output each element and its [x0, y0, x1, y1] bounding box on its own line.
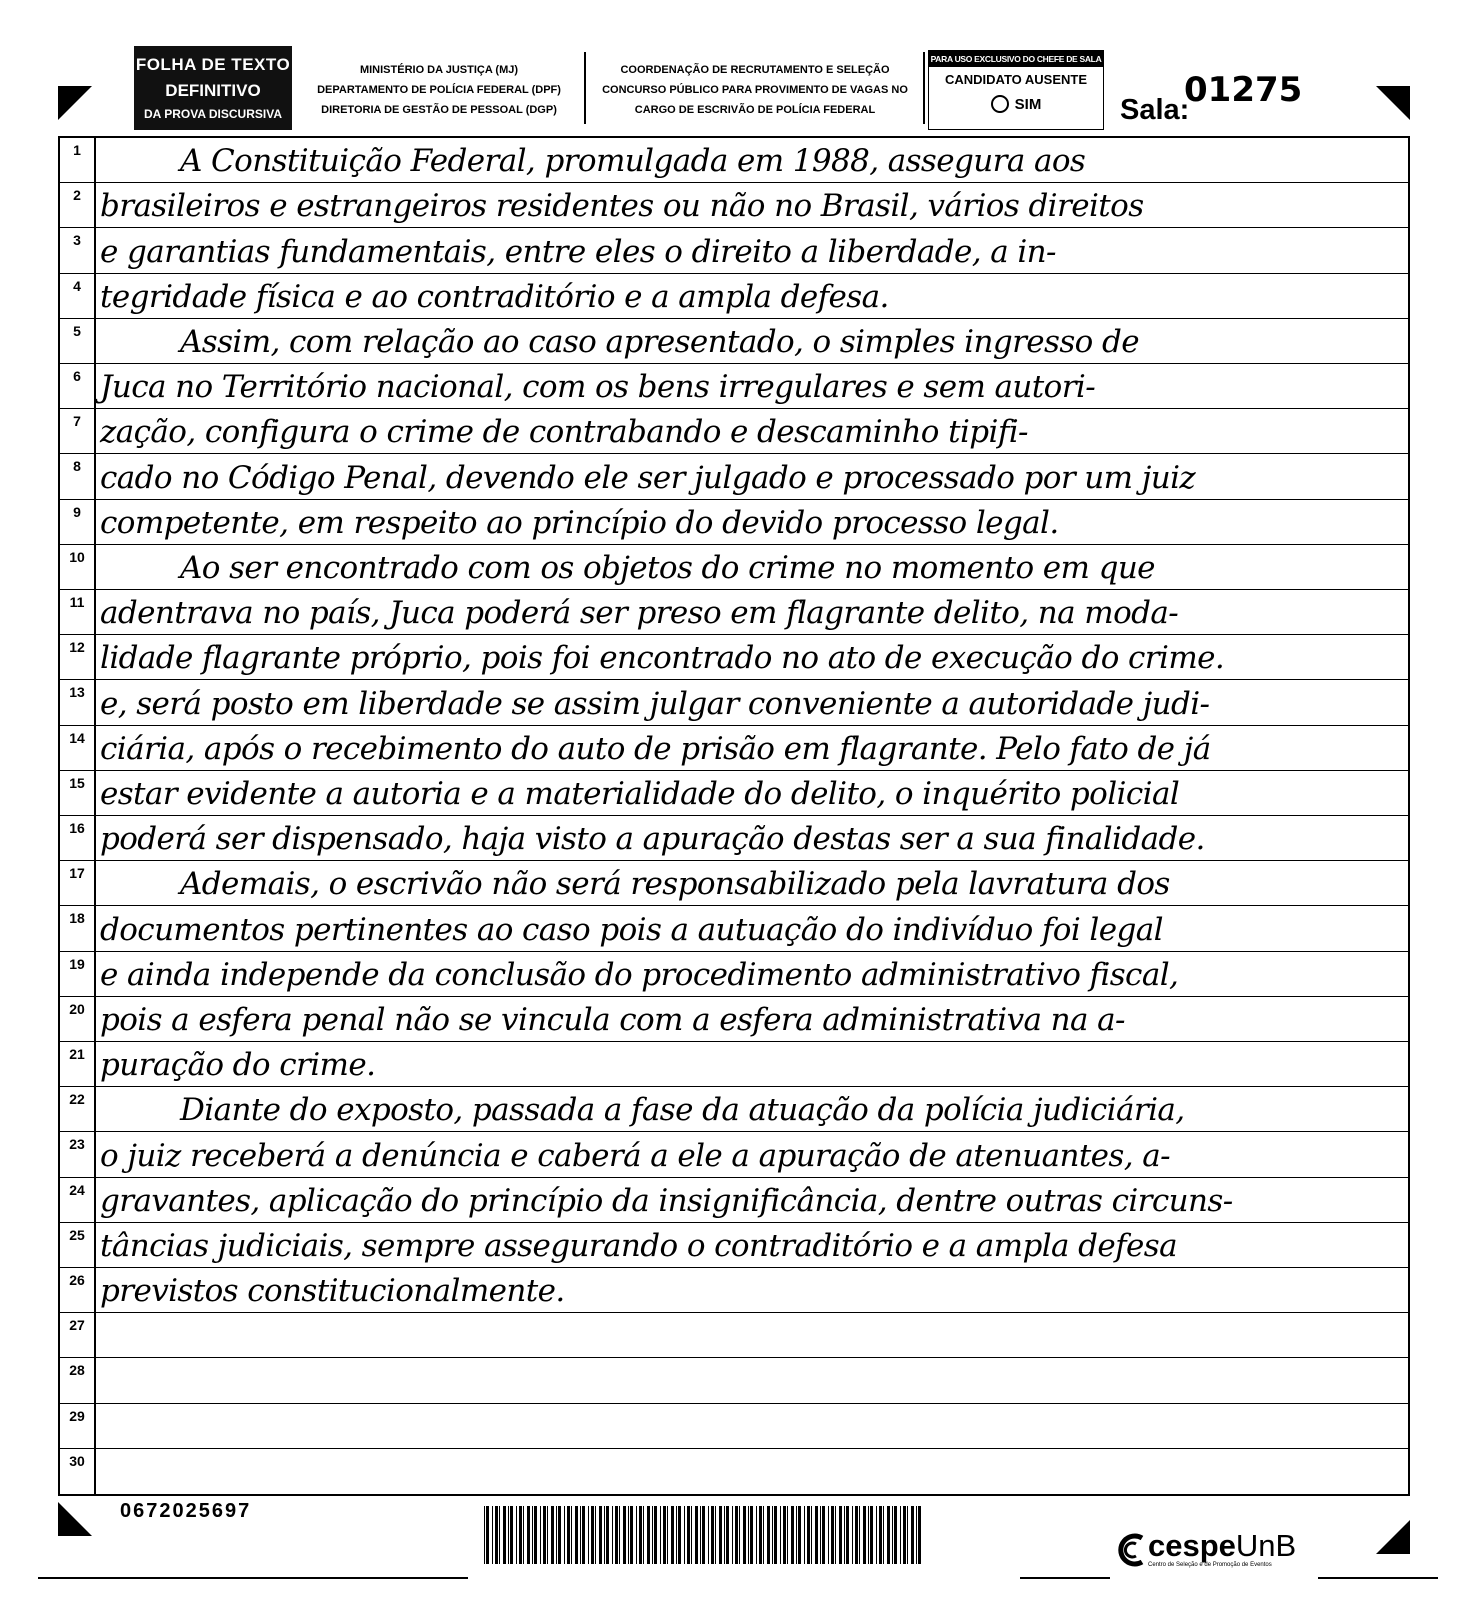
barcode-bar [796, 1506, 797, 1564]
answer-line [60, 1268, 1408, 1313]
absent-checkbox-circle[interactable] [991, 95, 1009, 113]
barcode-bar [567, 1506, 570, 1564]
logo-subtitle: Centro de Seleção e de Promoção de Eventos [1148, 1562, 1272, 1568]
barcode-bar [647, 1506, 650, 1564]
handwritten-text: brasileiros e estrangeiros residentes ou não no Brasil, vários direitos [100, 188, 1144, 225]
answer-line [60, 590, 1408, 635]
corner-mark-top-right [1376, 86, 1410, 120]
barcode-bar [876, 1506, 877, 1564]
handwritten-text: o juiz receberá a denúncia e caberá a ele a apuração de atenuantes, a- [100, 1137, 1171, 1174]
answer-line [60, 545, 1408, 590]
handwritten-text: estar evidente a autoria e a materialidade do delito, o inquérito policial [100, 775, 1180, 812]
absent-box-header: PARA USO EXCLUSIVO DO CHEFE DE SALA [929, 51, 1103, 67]
absent-candidate-label: CANDIDATO AUSENTE [944, 72, 1088, 87]
cespe-logo-icon [1114, 1530, 1148, 1570]
barcode-bar [678, 1506, 681, 1564]
barcode-bar [868, 1506, 869, 1564]
handwritten-text: A Constituição Federal, promulgada em 1988, assegura aos [180, 143, 1086, 180]
barcode-bar [894, 1506, 897, 1564]
handwritten-text: e garantias fundamentais, entre eles o direito a liberdade, a in- [100, 233, 1056, 270]
answer-line [60, 1449, 1408, 1494]
logo-suffix: UnB [1235, 1528, 1297, 1563]
barcode-bar [510, 1506, 513, 1564]
barcode-bar [846, 1506, 849, 1564]
barcode-bar [540, 1506, 541, 1564]
barcode-bar [519, 1506, 522, 1564]
barcode-bar [798, 1506, 801, 1564]
barcode-bar [499, 1506, 500, 1564]
barcode-bar [547, 1506, 548, 1564]
coordination-line-3: CARGO DE ESCRIVÃO DE POLÍCIA FEDERAL [634, 104, 876, 116]
barcode-bar [715, 1506, 716, 1564]
barcode-bar [551, 1506, 554, 1564]
barcode-bar [564, 1506, 565, 1564]
barcode-bar [859, 1506, 860, 1564]
line-number: 29 [69, 1407, 85, 1424]
answer-line [60, 228, 1408, 273]
line-number: 4 [73, 277, 81, 294]
answer-line [60, 454, 1408, 499]
barcode-bar [743, 1506, 746, 1564]
answer-line [60, 952, 1408, 997]
barcode-bar [772, 1506, 773, 1564]
line-number: 1 [73, 142, 81, 158]
handwritten-text: poderá ser dispensado, haja visto a apuração destas ser a sua finalidade. [100, 821, 1205, 858]
barcode-bar [503, 1506, 506, 1564]
handwritten-text: cado no Código Penal, devendo ele ser julgado e processado por um juiz [100, 459, 1196, 496]
barcode-bar [756, 1506, 757, 1564]
barcode-bar [582, 1506, 585, 1564]
coordination-line-2: CONCURSO PÚBLICO PARA PROVIMENTO DE VAGAS NO [602, 84, 908, 96]
answer-line [60, 771, 1408, 816]
coordination-line-1: COORDENAÇÃO DE RECRUTAMENTO E SELEÇÃO [620, 64, 890, 76]
barcode-bar [787, 1506, 788, 1564]
handwritten-text: documentos pertinentes ao caso pois a autuação do indivíduo foi legal [100, 911, 1163, 948]
barcode-bar [612, 1506, 613, 1564]
barcode-bar [575, 1506, 578, 1564]
answer-line [60, 1087, 1408, 1132]
answer-line [60, 319, 1408, 364]
line-number: 15 [69, 774, 85, 791]
answer-line [60, 1223, 1408, 1268]
barcode-bar [606, 1506, 609, 1564]
barcode-bar [724, 1506, 725, 1564]
line-number: 7 [73, 413, 81, 430]
barcode-bar [739, 1506, 740, 1564]
absent-option[interactable] [929, 95, 1103, 113]
barcode-bar [532, 1506, 533, 1564]
barcode-bar [748, 1506, 749, 1564]
line-number: 18 [69, 910, 85, 927]
header-divider [584, 52, 586, 124]
barcode-bar [835, 1506, 836, 1564]
handwritten-text: ciária, após o recebimento do auto de prisão em flagrante. Pelo fato de já [100, 730, 1211, 767]
answer-line [60, 680, 1408, 725]
barcode-bar [916, 1506, 917, 1564]
sheet-title-line-1: FOLHA DE TEXTO [135, 55, 291, 74]
line-number: 14 [69, 729, 85, 746]
barcode-bar [708, 1506, 709, 1564]
line-number: 19 [69, 955, 85, 972]
barcode-bar [719, 1506, 722, 1564]
handwritten-text: puração do crime. [100, 1047, 376, 1084]
barcode-bar [732, 1506, 733, 1564]
barcode-bar [684, 1506, 685, 1564]
ministry-line-1: MINISTÉRIO DA JUSTIÇA (MJ) [359, 64, 519, 76]
cespe-logo [1114, 1530, 1296, 1570]
line-number: 6 [73, 368, 81, 384]
answer-sheet [58, 136, 1410, 1496]
barcode-bar [516, 1506, 517, 1564]
answer-line [60, 1358, 1408, 1403]
handwritten-text: e, será posto em liberdade se assim julgar conveniente a autoridade judi- [100, 685, 1210, 722]
barcode-bar [750, 1506, 753, 1564]
barcode-bar [580, 1506, 581, 1564]
handwritten-text: tâncias judiciais, sempre assegurando o contraditório e a ampla defesa [100, 1227, 1177, 1264]
barcode-bar [652, 1506, 653, 1564]
answer-line [60, 861, 1408, 906]
absent-candidate-box [928, 50, 1104, 130]
barcode-bar [887, 1506, 890, 1564]
barcode-bar [676, 1506, 677, 1564]
coordination-block [590, 60, 920, 120]
barcode-bar [687, 1506, 690, 1564]
barcode-bar [558, 1506, 561, 1564]
handwritten-text: competente, em respeito ao princípio do devido processo legal. [100, 504, 1059, 541]
line-number: 28 [69, 1362, 85, 1379]
barcode-bar [759, 1506, 762, 1564]
barcode-bar [879, 1506, 882, 1564]
answer-line [60, 183, 1408, 228]
handwritten-text: Assim, com relação ao caso apresentado, o simples ingresso de [180, 323, 1139, 360]
answer-line [60, 816, 1408, 861]
handwritten-text: pois a esfera penal não se vincula com a esfera administrativa na a- [100, 1001, 1125, 1038]
barcode-bar [907, 1506, 908, 1564]
barcode-bar [636, 1506, 637, 1564]
room-number: 01275 [1184, 70, 1303, 110]
line-number: 3 [73, 232, 81, 249]
barcode-bar [870, 1506, 873, 1564]
corner-mark-bottom-left [58, 1502, 92, 1536]
barcode-bar [604, 1506, 605, 1564]
ministry-line-2: DEPARTAMENTO DE POLÍCIA FEDERAL (DPF) [317, 84, 561, 96]
answer-line [60, 500, 1408, 545]
sheet-title-line-2: DEFINITIVO [165, 81, 261, 100]
barcode-bar [660, 1506, 661, 1564]
absent-option-label: SIM [1014, 95, 1042, 113]
answer-line [60, 906, 1408, 951]
handwritten-text: tegridade física e ao contraditório e a ampla defesa. [100, 278, 889, 315]
footer-rule-right [1020, 1577, 1110, 1579]
barcode-bar [543, 1506, 546, 1564]
line-number: 30 [69, 1452, 85, 1469]
handwritten-text: Juca no Território nacional, com os bens irregulares e sem autori- [100, 369, 1096, 406]
answer-line [60, 409, 1408, 454]
barcode-bar [486, 1506, 489, 1564]
answer-line [60, 274, 1408, 319]
barcode-bar [711, 1506, 714, 1564]
barcode-bar [883, 1506, 884, 1564]
barcode-bar [623, 1506, 626, 1564]
handwritten-text: lidade flagrante próprio, pois foi encontrado no ato de execução do crime. [100, 640, 1225, 677]
barcode-bar [702, 1506, 705, 1564]
barcode-bar [495, 1506, 498, 1564]
answer-line [60, 364, 1408, 409]
barcode-bar [735, 1506, 738, 1564]
line-number: 9 [73, 503, 81, 520]
handwritten-text: gravantes, aplicação do princípio da insignificância, dentre outras circuns- [100, 1182, 1233, 1219]
barcode-bar [556, 1506, 557, 1564]
line-number: 10 [69, 548, 85, 565]
barcode-bar [822, 1506, 825, 1564]
barcode-bar [892, 1506, 893, 1564]
barcode-bar [774, 1506, 777, 1564]
barcode-bar [820, 1506, 821, 1564]
barcode-bar [639, 1506, 642, 1564]
barcode-bar [508, 1506, 509, 1564]
logo-text: cespeUnB [1148, 1528, 1297, 1563]
barcode-bar [783, 1506, 786, 1564]
room-label: Sala: [1120, 94, 1190, 126]
barcode-bar [804, 1506, 805, 1564]
barcode-bar [571, 1506, 572, 1564]
ministry-block [300, 60, 578, 120]
barcode-bar [815, 1506, 818, 1564]
line-number: 11 [69, 594, 85, 610]
handwritten-text: e ainda independe da conclusão do procedimento administrativo fiscal, [100, 956, 1179, 993]
barcode-bar [643, 1506, 644, 1564]
line-number: 13 [69, 684, 85, 701]
barcode-bar [595, 1506, 596, 1564]
answer-line [60, 726, 1408, 771]
line-number: 25 [69, 1226, 85, 1243]
barcode-bar [654, 1506, 657, 1564]
barcode-bar [628, 1506, 629, 1564]
barcode-bar [599, 1506, 602, 1564]
barcode-bar [484, 1506, 485, 1564]
line-number: 20 [69, 1000, 85, 1017]
barcode-bar [523, 1506, 524, 1564]
line-number: 8 [73, 458, 81, 475]
line-number: 26 [69, 1272, 85, 1288]
barcode-bar [591, 1506, 594, 1564]
sheet-title-line-3: DA PROVA DISCURSIVA [143, 107, 282, 121]
barcode-bar [663, 1506, 666, 1564]
answer-line [60, 1042, 1408, 1087]
answer-line [60, 997, 1408, 1042]
barcode-bar [588, 1506, 589, 1564]
barcode-bar [767, 1506, 770, 1564]
barcode-bar [671, 1506, 674, 1564]
barcode-bar [667, 1506, 668, 1564]
barcode-bar [527, 1506, 530, 1564]
footer-rule-far-right [1318, 1577, 1438, 1579]
barcode-bar [831, 1506, 834, 1564]
barcode-bar [630, 1506, 633, 1564]
answer-line [60, 1132, 1408, 1177]
barcode-bar [780, 1506, 781, 1564]
sheet-title-box [134, 46, 292, 130]
answer-line [60, 635, 1408, 680]
handwritten-text: zação, configura o crime de contrabando e descaminho tipifi- [100, 414, 1028, 451]
barcode-bar [726, 1506, 729, 1564]
corner-mark-top-left [58, 86, 92, 120]
answer-line [60, 1404, 1408, 1449]
document-id: 0672025697 [120, 1500, 252, 1522]
barcode-bar [763, 1506, 764, 1564]
line-number: 5 [73, 322, 81, 339]
handwritten-text: Ao ser encontrado com os objetos do crime no momento em que [180, 549, 1155, 586]
barcode-bar [619, 1506, 620, 1564]
barcode-bar [911, 1506, 914, 1564]
barcode-bar [534, 1506, 537, 1564]
barcode-bar [700, 1506, 701, 1564]
line-number: 22 [69, 1091, 85, 1108]
answer-line [60, 1178, 1408, 1223]
barcode-bar [791, 1506, 794, 1564]
handwritten-text: previstos constitucionalmente. [100, 1273, 565, 1310]
line-number: 24 [69, 1181, 85, 1198]
barcode-bar [844, 1506, 845, 1564]
line-number: 2 [73, 187, 81, 204]
line-number: 21 [69, 1046, 85, 1062]
barcode-bar [903, 1506, 906, 1564]
barcode-bar [695, 1506, 698, 1564]
line-number: 12 [69, 639, 85, 656]
barcode-bar [855, 1506, 858, 1564]
barcode-bar [807, 1506, 810, 1564]
line-number: 17 [69, 865, 85, 882]
line-number: 23 [69, 1136, 85, 1153]
barcode-bar [691, 1506, 692, 1564]
barcode-bar [863, 1506, 866, 1564]
line-number: 27 [69, 1317, 85, 1334]
barcode [484, 1506, 924, 1566]
handwritten-text: Ademais, o escrivão não será responsabilizado pela lavratura dos [180, 866, 1170, 903]
barcode-bar [492, 1506, 493, 1564]
barcode-bar [900, 1506, 901, 1564]
corner-mark-bottom-right [1376, 1520, 1410, 1554]
answer-line [60, 1313, 1408, 1358]
barcode-bar [918, 1506, 921, 1564]
line-number: 16 [69, 820, 85, 836]
header-divider [923, 52, 925, 124]
barcode-bar [852, 1506, 853, 1564]
handwritten-text: Diante do exposto, passada a fase da atuação da polícia judiciária, [180, 1092, 1185, 1129]
barcode-bar [839, 1506, 842, 1564]
handwritten-text: adentrava no país, Juca poderá ser preso em flagrante delito, na moda- [100, 595, 1179, 632]
answer-line [60, 138, 1408, 183]
barcode-bar [828, 1506, 829, 1564]
barcode-bar [615, 1506, 618, 1564]
footer-rule-left [38, 1577, 468, 1579]
barcode-bar [811, 1506, 812, 1564]
ministry-line-3: DIRETORIA DE GESTÃO DE PESSOAL (DGP) [321, 104, 557, 116]
